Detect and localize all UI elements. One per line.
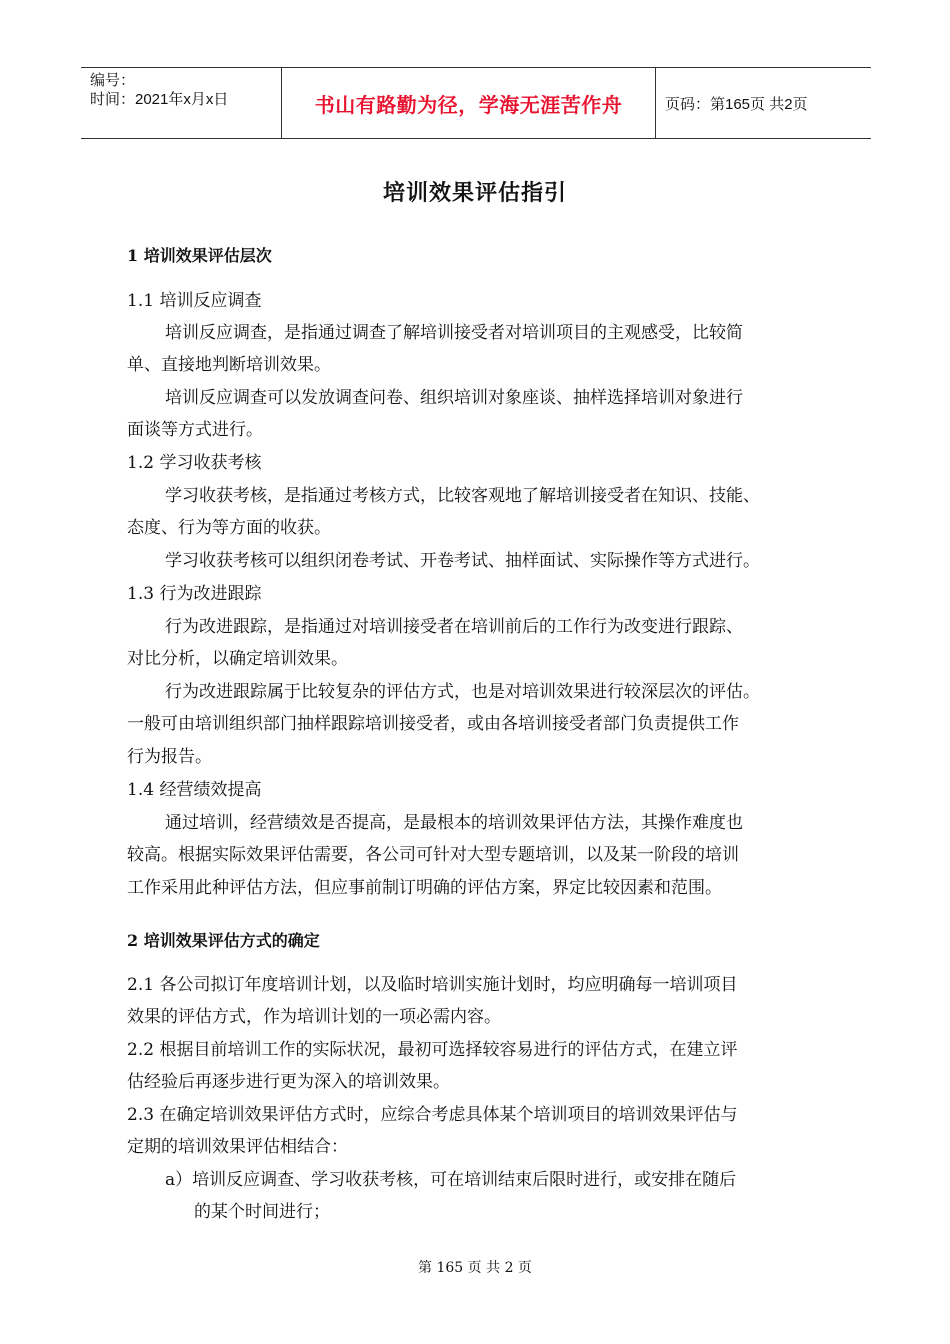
number-label: 编号： bbox=[90, 72, 136, 89]
paragraph-line: 行为改进跟踪，是指通过对培训接受者在培训前后的工作行为改变进行跟踪、 bbox=[165, 617, 743, 637]
document-header bbox=[81, 67, 871, 139]
header-page-info: 页码：第165页 共2页 bbox=[665, 95, 808, 113]
paragraph-line: 单、直接地判断培训效果。 bbox=[127, 355, 331, 375]
paragraph-line: 一般可由培训组织部门抽样跟踪培训接受者，或由各培训接受者部门负责提供工作 bbox=[127, 714, 739, 734]
paragraph-line: 2.2 根据目前培训工作的实际状况，最初可选择较容易进行的评估方式，在建立评 bbox=[127, 1040, 738, 1060]
paragraph-line: 培训反应调查可以发放调查问卷、组织培训对象座谈、抽样选择培训对象进行 bbox=[165, 388, 743, 408]
paragraph-line: 行为改进跟踪属于比较复杂的评估方式，也是对培训效果进行较深层次的评估。 bbox=[165, 682, 760, 702]
page-footer: 第 165 页 共 2 页 bbox=[418, 1260, 532, 1276]
paragraph-line: 对比分析，以确定培训效果。 bbox=[127, 649, 348, 669]
paragraph-line: 面谈等方式进行。 bbox=[127, 420, 263, 440]
paragraph-line: 行为报告。 bbox=[127, 747, 212, 767]
paragraph-line: 通过培训，经营绩效是否提高，是最根本的培训效果评估方法，其操作难度也 bbox=[165, 813, 743, 833]
page-title: 培训效果评估指引 bbox=[382, 180, 567, 205]
paragraph-line: 的某个时间进行； bbox=[194, 1202, 330, 1222]
paragraph-line: 定期的培训效果评估相结合： bbox=[127, 1137, 348, 1157]
paragraph-line: 2.3 在确定培训效果评估方式时，应综合考虑具体某个培训项目的培训效果评估与 bbox=[127, 1105, 738, 1125]
section-heading-2: 2 培训效果评估方式的确定 bbox=[127, 931, 320, 950]
list-item-a: a）培训反应调查、学习收获考核，可在培训结束后限时进行，或安排在随后 bbox=[165, 1170, 737, 1190]
paragraph-line: 效果的评估方式，作为培训计划的一项必需内容。 bbox=[127, 1007, 501, 1027]
paragraph-line: 2.1 各公司拟订年度培训计划，以及临时培训实施计划时，均应明确每一培训项目 bbox=[127, 975, 738, 995]
paragraph-line: 学习收获考核，是指通过考核方式，比较客观地了解培训接受者在知识、技能、 bbox=[165, 486, 760, 506]
paragraph-line: 工作采用此种评估方法，但应事前制订明确的评估方案，界定比较因素和范围。 bbox=[127, 878, 722, 898]
paragraph-line: 培训反应调查，是指通过调查了解培训接受者对培训项目的主观感受，比较简 bbox=[165, 323, 743, 343]
subsection-heading-1-4: 1.4 经营绩效提高 bbox=[127, 780, 262, 800]
paragraph-line: 估经验后再逐步进行更为深入的培训效果。 bbox=[127, 1072, 450, 1092]
subsection-heading-1-1: 1.1 培训反应调查 bbox=[127, 291, 262, 311]
paragraph-line: 学习收获考核可以组织闭卷考试、开卷考试、抽样面试、实际操作等方式进行。 bbox=[165, 551, 760, 571]
paragraph-line: 较高。根据实际效果评估需要，各公司可针对大型专题培训，以及某一阶段的培训 bbox=[127, 845, 739, 865]
header-motto: 书山有路勤为径，学海无涯苦作舟 bbox=[282, 68, 656, 138]
header-meta bbox=[81, 68, 282, 138]
time-label: 时间：2021年x月x日 bbox=[90, 91, 229, 108]
paragraph-line: 态度、行为等方面的收获。 bbox=[127, 518, 331, 538]
subsection-heading-1-3: 1.3 行为改进跟踪 bbox=[127, 584, 262, 604]
section-heading-1: 1 培训效果评估层次 bbox=[127, 246, 272, 265]
subsection-heading-1-2: 1.2 学习收获考核 bbox=[127, 453, 262, 473]
